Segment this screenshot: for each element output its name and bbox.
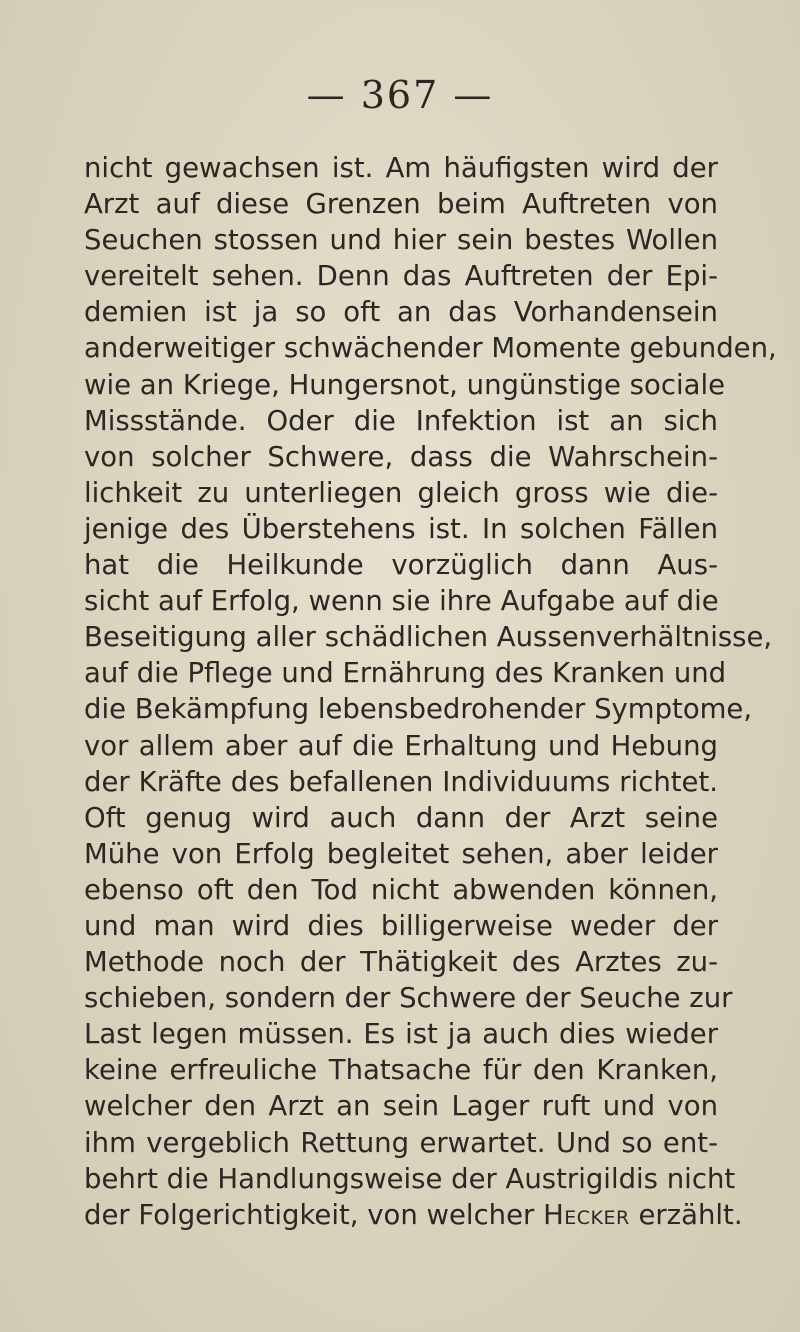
text-line: wie an Kriege, Hungersnot, ungünstige sociale [84, 368, 725, 401]
page-number: — 367 — [306, 73, 494, 117]
text-line: sicht auf Erfolg, wenn sie ihre Aufgabe auf die [84, 585, 719, 618]
text-line: Seuchen stossen und hier sein bestes Wollen [84, 224, 718, 257]
text-line: anderweitiger schwächender Momente gebunden, [84, 332, 777, 365]
text-line: Missstände. Oder die Infektion ist an sich [84, 404, 718, 437]
text-line: Methode noch der Thätigkeit des Arztes zu- [84, 946, 718, 979]
text-line: die Bekämpfung lebensbedrohender Symptome, [84, 693, 753, 726]
text-line: demien ist ja so oft an das Vorhandensein [84, 296, 718, 329]
text-line: hat die Heilkunde vorzüglich dann Aus- [84, 549, 718, 582]
text-segment: erzählt. [629, 1198, 743, 1231]
text-line: vor allem aber auf die Erhaltung und Hebung [84, 729, 718, 762]
text-line: von solcher Schwere, dass die Wahrschein- [84, 440, 718, 473]
body-text [84, 150, 777, 1233]
text-line: schieben, sondern der Schwere der Seuche zur [84, 982, 733, 1015]
text-line: ebenso oft den Tod nicht abwenden können, [84, 873, 718, 906]
text-line: Beseitigung aller schädlichen Aussenverhältnisse, [84, 621, 773, 654]
text-line: Oft genug wird auch dann der Arzt seine [84, 801, 718, 834]
text-line: Arzt auf diese Grenzen beim Auftreten von [84, 188, 718, 221]
text-line: der Kräfte des befallenen Individuums richtet. [84, 765, 718, 798]
text-segment: der Folgerichtigkeit, von welcher [84, 1198, 544, 1231]
text-line: welcher den Arzt an sein Lager ruft und von [84, 1090, 718, 1123]
text-line: Last legen müssen. Es ist ja auch dies wieder [84, 1018, 718, 1051]
text-line: ihm vergeblich Rettung erwartet. Und so ent- [84, 1126, 718, 1159]
text-line: Mühe von Erfolg begleitet sehen, aber leider [84, 837, 718, 870]
text-line: jenige des Überstehens ist. In solchen Fällen [84, 512, 718, 545]
text-line: lichkeit zu unterliegen gleich gross wie die- [84, 476, 718, 509]
text-line: keine erfreuliche Thatsache für den Kranken, [84, 1054, 718, 1087]
text-line: und man wird dies billigerweise weder der [84, 909, 718, 942]
text-line: vereitelt sehen. Denn das Auftreten der Epi- [84, 260, 718, 293]
author-name: Hecker [543, 1198, 630, 1231]
text-line: nicht gewachsen ist. Am häufigsten wird der [84, 152, 718, 184]
text-line-last [84, 1197, 743, 1233]
text-line: behrt die Handlungsweise der Austrigildis nicht [84, 1162, 736, 1195]
text-line: auf die Pflege und Ernährung des Kranken und [84, 657, 727, 690]
